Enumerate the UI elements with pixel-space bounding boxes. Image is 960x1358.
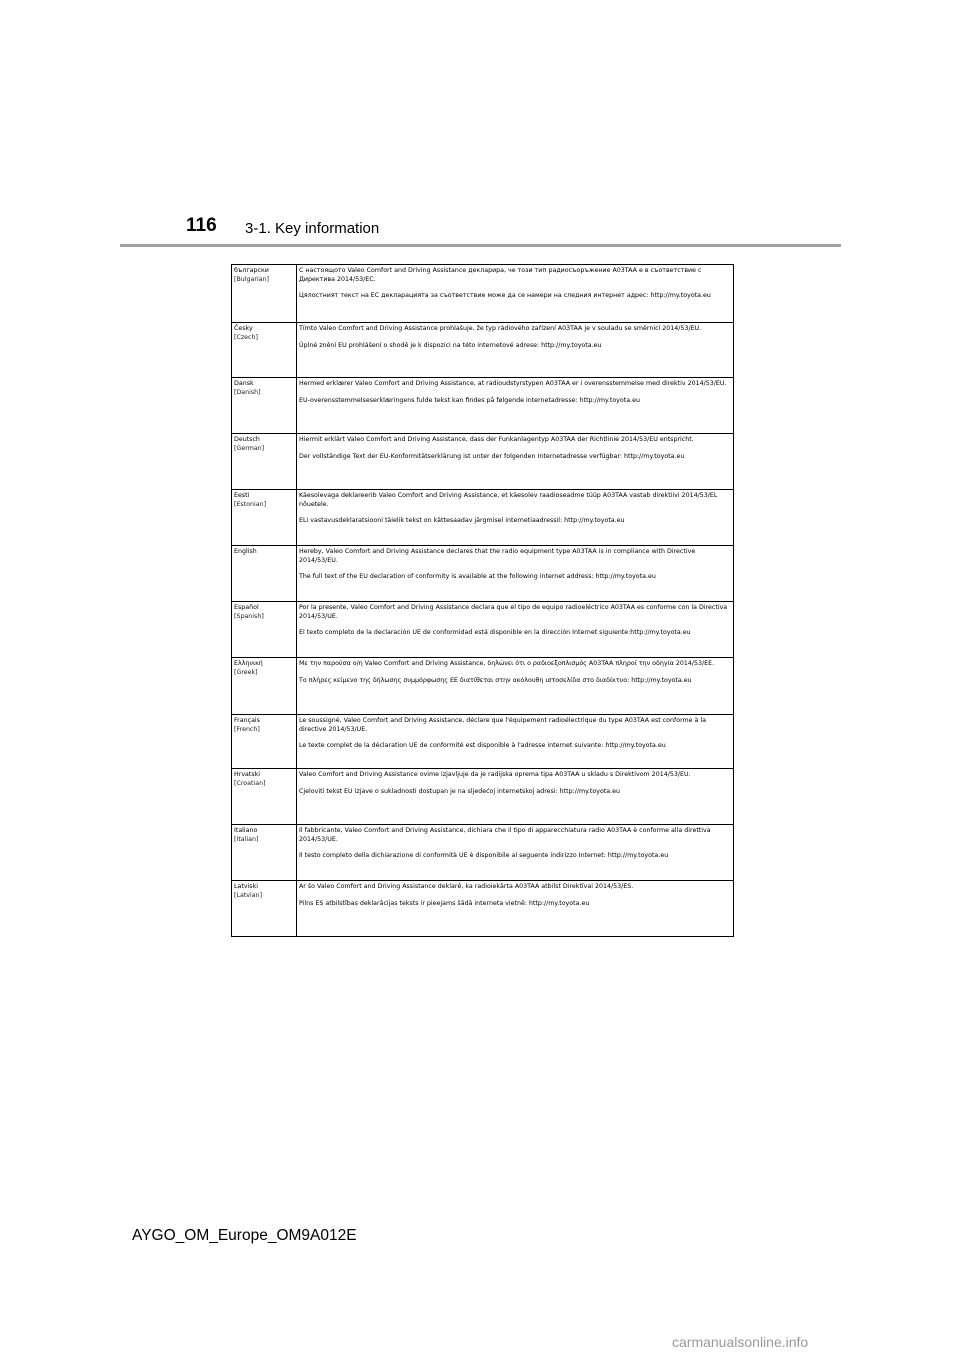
declaration-text: Ar šo Valeo Comfort and Driving Assistance deklarē, ka radioiekārta A03TAA atbilst Direktīvai 2014/53/ES. [299, 883, 634, 890]
declaration-text: Hiermit erklärt Valeo Comfort and Driving Assistance, dass der Funkanlagentyp A03TAA der Richtlinie 2014/53/EU entspricht. [299, 436, 694, 443]
declaration-url-text: ELi vastavusdeklaratsiooni täielik tekst on kättesaadav järgmisel internetiaadressil: http://my.toyota.eu [299, 517, 625, 525]
table-row [232, 715, 734, 769]
language-cell [232, 825, 297, 881]
watermark: carmanualsonline.info [672, 1334, 809, 1350]
language-english: [Spanish] [234, 612, 264, 620]
declaration-cell [297, 769, 734, 825]
language-name: Español [234, 604, 259, 611]
declaration-text: С настоящото Valeo Comfort and Driving Assistance декларира, че този тип радиосъоръжение A03TAA е в съответствие с Директива 2014/53/ЕС. [299, 267, 702, 283]
language-name: Eesti [234, 492, 250, 499]
declaration-url-text: EU-overensstemmelseserklæringens fulde tekst kan findes på følgende internetadresse: http://my.toyota.eu [299, 396, 640, 404]
language-english: [French] [234, 725, 260, 733]
declaration-text: Hereby, Valeo Comfort and Driving Assistance declares that the radio equipment type A03TAA is in compliance with Directive 2014/53/EU. [299, 548, 696, 564]
language-english: [Czech] [234, 333, 258, 341]
language-cell [232, 378, 297, 434]
language-cell [232, 602, 297, 658]
language-name: Latviski [234, 883, 258, 890]
language-english: [Danish] [234, 388, 261, 396]
language-name: Dansk [234, 380, 254, 387]
language-cell [232, 265, 297, 323]
language-name: Česky [234, 325, 253, 332]
declaration-text: Käesolevaga deklareerib Valeo Comfort and Driving Assistance, et käesolev raadioseadme tüüp A03TAA vastab direktiivi 2014/53/EL nõuetele. [299, 492, 718, 508]
declaration-url-text: Pilns ES atbilstības deklarācijas teksts ir pieejams šādā interneta vietnē: http://my.toyota.eu [299, 899, 590, 907]
table-row [232, 881, 734, 937]
language-english: [Greek] [234, 668, 258, 676]
table-row [232, 602, 734, 658]
declaration-url-text: The full text of the EU declaration of conformity is available at the following internet address: http://my.toyota.eu [299, 573, 656, 581]
declaration-url-text: Le texte complet de la déclaration UE de conformité est disponible à l'adresse internet suivante: http://my.toyota.eu [299, 742, 666, 750]
table-row [232, 825, 734, 881]
language-english: [Estonian] [234, 500, 267, 508]
declaration-cell [297, 546, 734, 602]
declaration-url-text: Der vollständige Text der EU-Konformitätserklärung ist unter der folgenden Internetadresse verfügbar: http://my.toyota.eu [299, 452, 685, 460]
declaration-cell [297, 378, 734, 434]
declaration-table [231, 264, 734, 937]
language-name: Deutsch [234, 436, 260, 443]
declaration-url-text: Цялостният текст на ЕС декларацията за съответствие може да се намери на следния интернет адрес: http://my.toyota.eu [299, 292, 711, 300]
declaration-text: Hermed erklærer Valeo Comfort and Driving Assistance, at radioudstyrstypen A03TAA er i overensstemmelse med direktiv 2014/53/EU. [299, 380, 727, 387]
table-row [232, 265, 734, 323]
declaration-text: Tímto Valeo Comfort and Driving Assistance prohlašuje, že typ rádiového zařízení A03TAA je v souladu se směrnicí 2014/53/EU. [299, 325, 702, 332]
language-cell [232, 323, 297, 378]
table-row [232, 378, 734, 434]
document-code: AYGO_OM_Europe_OM9A012E [132, 1227, 357, 1244]
language-cell [232, 658, 297, 715]
table-row [232, 658, 734, 715]
table-row [232, 434, 734, 490]
language-english: [Italian] [234, 835, 259, 843]
language-english: [Latvian] [234, 891, 263, 899]
table-row [232, 323, 734, 378]
language-english: [German] [234, 444, 265, 452]
language-cell [232, 881, 297, 937]
declaration-cell [297, 715, 734, 769]
declaration-cell [297, 602, 734, 658]
language-name: Français [234, 717, 260, 724]
header-divider [120, 244, 841, 247]
declaration-text: Por la presente, Valeo Comfort and Driving Assistance declara que el tipo de equipo radioeléctrico A03TAA es conforme con la Directiva 2014/53/UE. [299, 604, 728, 620]
language-name: English [234, 548, 257, 555]
section-title: 3-1. Key information [245, 220, 380, 237]
declaration-text: Με την παρούσα ο/η Valeo Comfort and Driving Assistance, δηλώνει ότι ο ραδιοεξοπλισμός A03TAA πληροί την οδηγία 2014/53/ΕΕ. [299, 660, 715, 667]
declaration-url-text: Cjeloviti tekst EU izjave o sukladnosti dostupan je na sljedećoj internetskoj adresi: http://my.toyota.eu [299, 787, 621, 795]
declaration-cell [297, 490, 734, 546]
declaration-cell [297, 658, 734, 715]
language-cell [232, 434, 297, 490]
language-cell [232, 715, 297, 769]
declaration-cell [297, 323, 734, 378]
declaration-cell [297, 825, 734, 881]
language-cell [232, 769, 297, 825]
declaration-url-text: Il testo completo della dichiarazione di conformità UE è disponibile al seguente indirizzo Internet: http://my.toyota.eu [299, 852, 669, 860]
declaration-url-text: Úplné znění EU prohlášení o shodě je k dispozici na této internetové adrese: http://my.toyota.eu [299, 341, 602, 349]
language-name: Italiano [234, 827, 258, 834]
language-cell [232, 490, 297, 546]
declaration-cell [297, 881, 734, 937]
language-cell [232, 546, 297, 602]
table-row [232, 769, 734, 825]
declaration-url-text: Το πλήρες κείμενο της δήλωσης συμμόρφωσης ΕΕ διατίθεται στην ακόλουθη ιστοσελίδα στο διαδίκτυο: http://my.toyota.eu [299, 676, 692, 684]
declaration-cell [297, 434, 734, 490]
language-name: Hrvatski [234, 771, 261, 778]
page-number: 116 [186, 215, 217, 236]
language-english: [Croatian] [234, 779, 266, 787]
language-english: [Bulgarian] [234, 275, 270, 283]
table-row [232, 490, 734, 546]
declaration-text: Il fabbricante, Valeo Comfort and Driving Assistance, dichiara che il tipo di apparecchiatura radio A03TAA è conforme alla direttiva 2014/53/UE. [299, 827, 711, 843]
declaration-text: Le soussigné, Valeo Comfort and Driving Assistance, déclare que l'équipement radioélectrique du type A03TAA est conforme à la directive 2014/53/UE. [299, 717, 707, 733]
declaration-cell [297, 265, 734, 323]
language-name: Ελληνική [234, 660, 263, 667]
language-name: български [234, 267, 269, 274]
declaration-url-text: El texto completo de la declaración UE de conformidad está disponible en la dirección Internet siguiente:http://my.toyota.eu [299, 629, 691, 637]
declaration-text: Valeo Comfort and Driving Assistance ovime izjavljuje da je radijska oprema tipa A03TAA u skladu s Direktivom 2014/53/EU. [299, 771, 691, 778]
table-row [232, 546, 734, 602]
